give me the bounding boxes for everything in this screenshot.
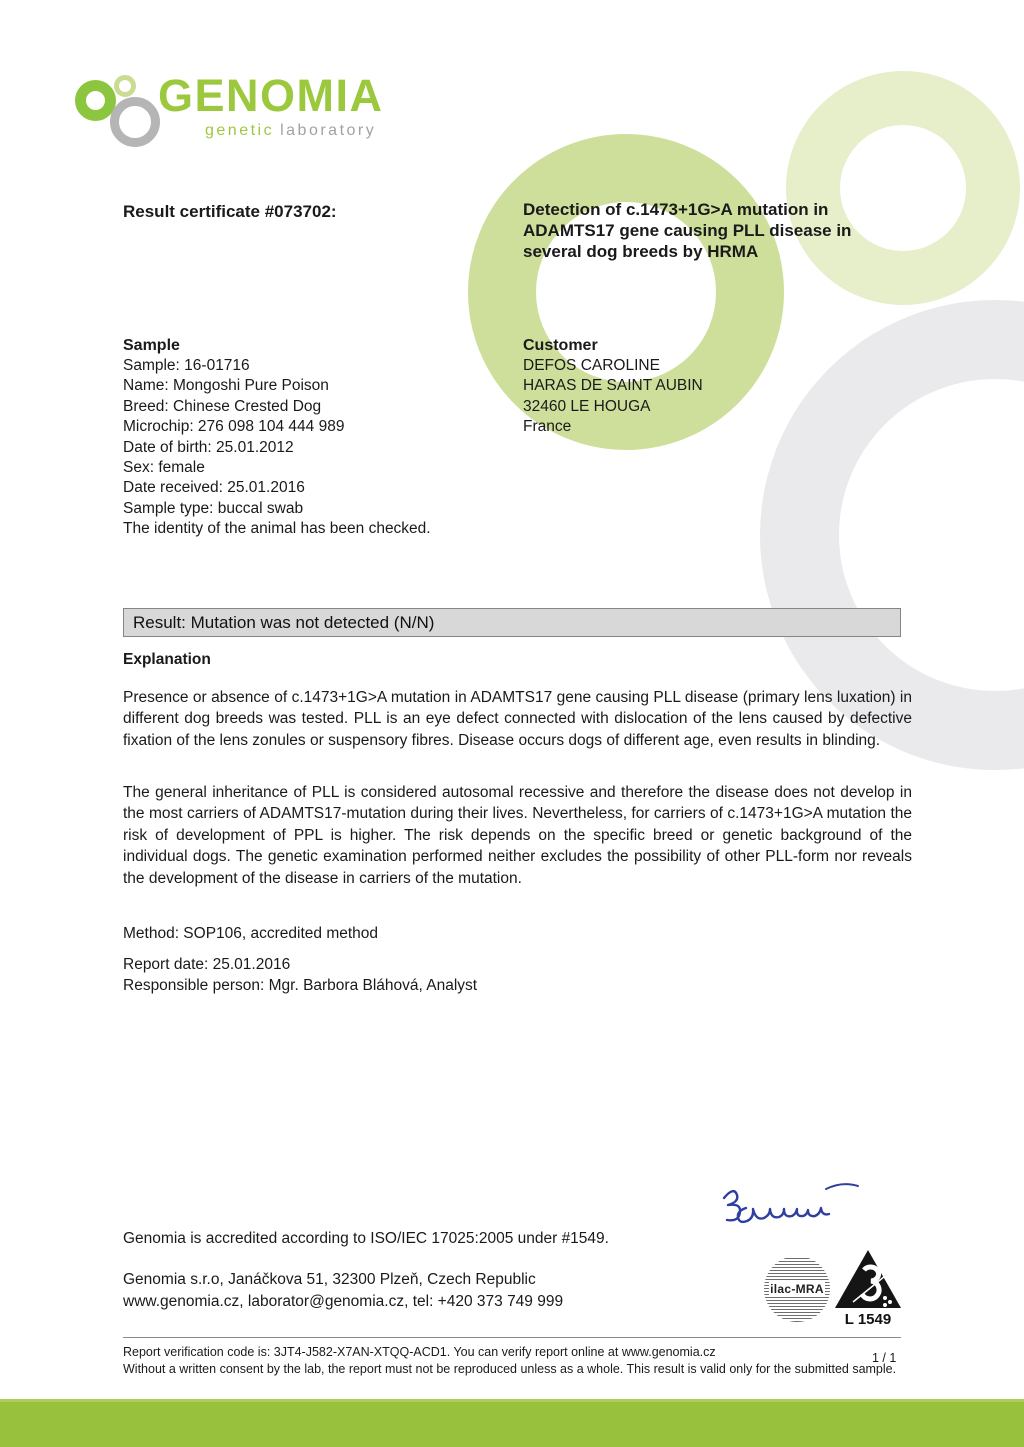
sample-birthdate-line: Date of birth: 25.01.2012 bbox=[123, 438, 294, 456]
result-text: Result: Mutation was not detected (N/N) bbox=[133, 612, 435, 632]
logo-pale-circle-icon bbox=[114, 75, 136, 97]
report-date-line: Report date: 25.01.2016 bbox=[123, 956, 291, 973]
tagline-genetic: genetic bbox=[205, 122, 275, 139]
disclaimer-line: Without a written consent by the lab, the report must not be reproduced unless as a whole. This result is valid only for the submitted sample. bbox=[123, 1362, 897, 1376]
customer-section bbox=[523, 335, 883, 438]
sample-received-line: Date received: 25.01.2016 bbox=[123, 479, 305, 497]
sample-sex-line: Sex: female bbox=[123, 459, 205, 477]
footer-divider bbox=[123, 1337, 901, 1338]
ilac-mra-logo bbox=[764, 1256, 830, 1322]
bottom-green-bar bbox=[0, 1399, 1024, 1447]
explanation-paragraph-2: The general inheritance of PLL is considered autosomal recessive and therefore the disease does not develop in the most carriers of ADAMTS17-mutation during their lives. Nevertheless, for carriers of c.1473+1G>A mutation the risk of development of PPL is higher. The risk depends on the specific breed or genetic background of the individual dogs. The genetic examination performed neither excludes the possibility of other PLL-form nor reveals the development of the disease in carriers of the mutation. bbox=[123, 784, 912, 887]
cai-accreditation-logo bbox=[833, 1248, 903, 1310]
test-title: Detection of c.1473+1G>A mutation in ADAMTS17 gene causing PLL disease in several dog breeds by HRMA bbox=[523, 200, 852, 261]
page-number: 1 / 1 bbox=[872, 1351, 897, 1365]
sample-identity-note: The identity of the animal has been checked. bbox=[123, 520, 431, 538]
sample-name-line: Name: Mongoshi Pure Poison bbox=[123, 377, 329, 395]
sample-microchip-line: Microchip: 276 098 104 444 989 bbox=[123, 418, 345, 436]
cai-triangle-icon bbox=[833, 1248, 903, 1310]
customer-country-line: France bbox=[523, 418, 572, 436]
sample-heading: Sample bbox=[123, 337, 180, 354]
company-contact-line: www.genomia.cz, laborator@genomia.cz, tel: +420 373 749 999 bbox=[123, 1293, 564, 1310]
analyst-signature bbox=[710, 1176, 870, 1241]
cai-registration-code: L 1549 bbox=[844, 1311, 892, 1328]
customer-heading: Customer bbox=[523, 337, 598, 354]
certificate-number-label: Result certificate #073702: bbox=[123, 202, 337, 221]
sample-breed-line: Breed: Chinese Crested Dog bbox=[123, 397, 322, 415]
ilac-mra-label: ilac-MRA bbox=[770, 1282, 824, 1296]
company-address-line: Genomia s.r.o, Janáčkova 51, 32300 Plzeň, Czech Republic bbox=[123, 1271, 536, 1288]
explanation-heading: Explanation bbox=[123, 651, 211, 668]
responsible-person-line: Responsible person: Mgr. Barbora Bláhová, Analyst bbox=[123, 977, 478, 994]
sample-lines bbox=[123, 356, 513, 540]
method-line: Method: SOP106, accredited method bbox=[123, 925, 379, 942]
explanation-paragraph-1: Presence or absence of c.1473+1G>A mutation in ADAMTS17 gene causing PLL disease (primary lens luxation) in different dog breeds was tested. PLL is an eye defect connected with dislocation of the lens caused by defective fixation of the lens zonules or suspensory fibres. Disease occurs dogs of different age, even results in blinding. bbox=[123, 689, 912, 749]
customer-name-line: DEFOS CAROLINE bbox=[523, 357, 660, 374]
result-bar bbox=[123, 608, 901, 637]
brand-tagline bbox=[205, 122, 376, 140]
customer-lines bbox=[523, 356, 883, 438]
sample-id-line: Sample: 16-01716 bbox=[123, 357, 250, 374]
sample-section bbox=[123, 335, 513, 540]
tagline-laboratory: laboratory bbox=[280, 122, 377, 139]
brand-name: GENOMIA bbox=[158, 70, 384, 121]
accreditation-statement: Genomia is accredited according to ISO/IEC 17025:2005 under #1549. bbox=[123, 1230, 609, 1247]
sample-type-line: Sample type: buccal swab bbox=[123, 499, 304, 517]
verification-code-line: Report verification code is: 3JT4-J582-X7AN-XTQQ-ACD1. You can verify report online at www.genomia.cz bbox=[123, 1345, 716, 1359]
logo-gray-circle-icon bbox=[110, 97, 160, 147]
customer-city-line: 32460 LE HOUGA bbox=[523, 397, 651, 415]
signature-scrawl-icon bbox=[710, 1176, 870, 1236]
customer-company-line: HARAS DE SAINT AUBIN bbox=[523, 377, 703, 395]
